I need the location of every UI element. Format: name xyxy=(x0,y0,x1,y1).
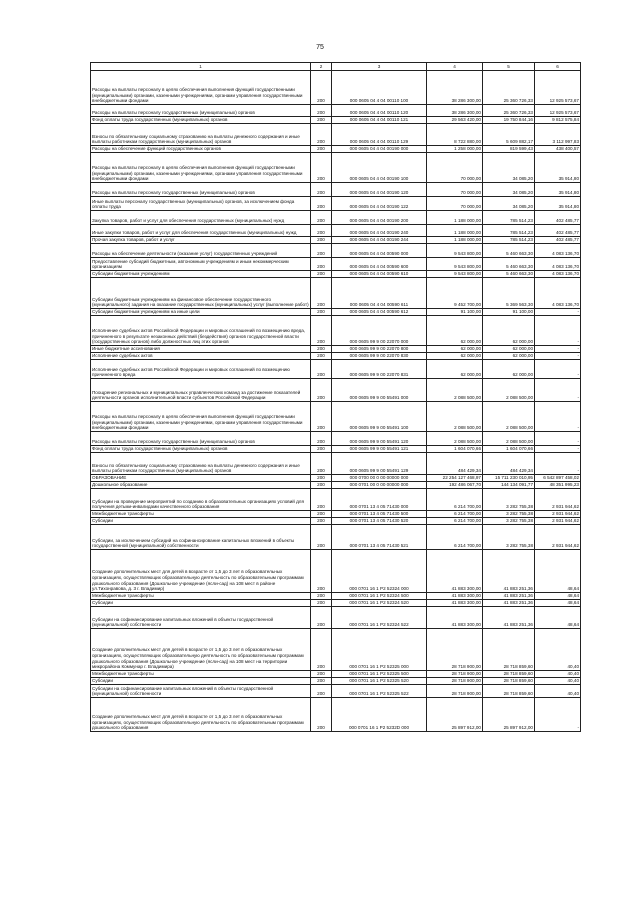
row-approved-cell: 28 718 900,00 xyxy=(427,685,483,698)
table-row xyxy=(91,71,581,105)
table-row xyxy=(91,698,581,732)
row-executed-cell: 41 883 251,36 xyxy=(483,593,535,600)
row-remaining-cell: 40,40 xyxy=(535,685,581,698)
row-approved-cell: 22 254 127 468,97 xyxy=(427,475,483,482)
table-row xyxy=(91,309,581,316)
row-executed-cell: 3 282 755,38 xyxy=(483,489,535,511)
row-approved-cell: 192 486 067,70 xyxy=(427,482,483,489)
row-executed-cell: 819 599,43 xyxy=(483,146,535,153)
row-name-cell: Иные закупки товаров, работ и услуг для обеспечения государственных (муниципальных) нужд xyxy=(91,225,311,237)
row-code-cell: 000 0605 04 4 04 00590 000 xyxy=(332,244,427,258)
row-name-cell: Субсидии на софинансирование капитальных вложений в объекты государственной (муниципальной) собственности xyxy=(91,685,311,698)
row-code-cell: 000 0605 99 9 00 22070 000 xyxy=(332,316,427,346)
table-row xyxy=(91,518,581,525)
row-remaining-cell: 12 925 573,67 xyxy=(535,71,581,105)
row-approved-cell: 38 286 300,00 xyxy=(427,71,483,105)
row-name-cell: Расходы на выплаты персоналу в целях обеспечения выполнения функций государственными (муниципальными) органами, казенными учреждениями, органами управления государственными внебюджетными фондами xyxy=(91,71,311,105)
table-row xyxy=(91,678,581,685)
row-remaining-cell: 4 083 136,70 xyxy=(535,258,581,271)
table-row xyxy=(91,225,581,237)
row-approved-cell: 1 258 000,00 xyxy=(427,146,483,153)
row-name-cell: Расходы на обеспечение деятельности (оказание услуг) государственных учреждений xyxy=(91,244,311,258)
row-code-cell: 000 0605 99 9 00 55491 129 xyxy=(332,453,427,475)
row-grbs-cell: 200 xyxy=(311,593,332,600)
row-code-cell: 000 0605 04 4 04 00190 244 xyxy=(332,237,427,244)
table-row xyxy=(91,525,581,550)
row-code-cell: 000 0701 16 1 P2 52325 522 xyxy=(332,685,427,698)
table-row xyxy=(91,278,581,309)
row-approved-cell: 484 429,34 xyxy=(427,453,483,475)
row-approved-cell: 62 000,00 xyxy=(427,353,483,360)
row-grbs-cell: 200 xyxy=(311,550,332,593)
row-grbs-cell: 200 xyxy=(311,685,332,698)
row-remaining-cell: 40,40 xyxy=(535,678,581,685)
row-executed-cell: 28 718 859,60 xyxy=(483,671,535,678)
row-remaining-cell: 35 914,80 xyxy=(535,153,581,183)
row-remaining-cell: 2 931 944,62 xyxy=(535,489,581,511)
row-executed-cell: 28 718 859,60 xyxy=(483,629,535,671)
row-code-cell: 000 0701 16 1 P2 52325 520 xyxy=(332,678,427,685)
row-grbs-cell: 200 xyxy=(311,316,332,346)
row-grbs-cell: 200 xyxy=(311,360,332,379)
row-executed-cell: 5 460 663,30 xyxy=(483,258,535,271)
row-grbs-cell: 200 xyxy=(311,432,332,446)
row-name-cell: Субсидии xyxy=(91,678,311,685)
row-executed-cell: 2 088 500,00 xyxy=(483,432,535,446)
row-executed-cell: 1 604 070,66 xyxy=(483,446,535,453)
table-row xyxy=(91,353,581,360)
row-code-cell: 000 0605 04 4 04 00190 120 xyxy=(332,183,427,197)
table-row xyxy=(91,671,581,678)
column-header-3: 3 xyxy=(332,63,427,71)
row-executed-cell: 484 429,34 xyxy=(483,453,535,475)
row-executed-cell: 25 360 726,33 xyxy=(483,105,535,117)
row-remaining-cell: 402 485,77 xyxy=(535,225,581,237)
row-code-cell: 000 0605 04 4 04 00110 129 xyxy=(332,124,427,146)
row-executed-cell: 5 369 563,30 xyxy=(483,278,535,309)
row-name-cell: Создание дополнительных мест для детей в возрасте от 1,5 до 3 лет в образовательных организациях, осуществляющих образовательную деятельность по образовательным программам дошкольного образования (Дошкольное учреждение (ясли-сад) на 108 мест в районе ул.Тихонравова, д. 3 г. Владимир) xyxy=(91,550,311,593)
row-remaining-cell: 40,40 xyxy=(535,629,581,671)
row-grbs-cell: 200 xyxy=(311,225,332,237)
row-remaining-cell: 4 083 136,70 xyxy=(535,244,581,258)
row-remaining-cell: - xyxy=(535,446,581,453)
row-remaining-cell: - xyxy=(535,432,581,446)
row-executed-cell: 41 883 251,36 xyxy=(483,600,535,607)
row-name-cell: Исполнение судебных актов xyxy=(91,353,311,360)
row-name-cell: Межбюджетные трансферты xyxy=(91,593,311,600)
header-row xyxy=(91,63,581,71)
row-code-cell: 000 0701 16 1 P2 52325 000 xyxy=(332,629,427,671)
table-row xyxy=(91,316,581,346)
row-remaining-cell: - xyxy=(535,360,581,379)
row-name-cell: Субсидии на проведение мероприятий по созданию в образовательных организациях условий для получения детьми-инвалидами качественного образования xyxy=(91,489,311,511)
row-code-cell: 000 0605 99 9 00 55491 121 xyxy=(332,446,427,453)
row-approved-cell: 2 088 500,00 xyxy=(427,379,483,402)
row-code-cell: 000 0605 99 9 00 55491 100 xyxy=(332,402,427,432)
row-code-cell: 000 0701 16 1 P2 52324 500 xyxy=(332,593,427,600)
row-code-cell: 000 0605 04 4 04 00590 611 xyxy=(332,278,427,309)
row-name-cell: Субсидии бюджетным учреждениям xyxy=(91,271,311,278)
row-code-cell: 000 0605 04 4 04 00590 612 xyxy=(332,309,427,316)
row-name-cell: Межбюджетные трансферты xyxy=(91,511,311,518)
row-name-cell: Расходы на обеспечение функций государственных органов xyxy=(91,146,311,153)
row-code-cell: 000 0701 13 4 05 71430 000 xyxy=(332,489,427,511)
row-code-cell: 000 0605 04 4 04 00190 240 xyxy=(332,225,427,237)
row-remaining-cell: 2 931 944,62 xyxy=(535,511,581,518)
column-header-6: 6 xyxy=(535,63,581,71)
row-grbs-cell: 200 xyxy=(311,518,332,525)
row-executed-cell: 25 360 726,33 xyxy=(483,71,535,105)
row-approved-cell: 91 100,00 xyxy=(427,309,483,316)
row-approved-cell: 41 883 300,00 xyxy=(427,600,483,607)
row-remaining-cell: 48 351 995,23 xyxy=(535,482,581,489)
row-code-cell: 000 0605 99 9 00 22070 830 xyxy=(332,353,427,360)
row-grbs-cell: 200 xyxy=(311,511,332,518)
row-grbs-cell: 200 xyxy=(311,353,332,360)
row-name-cell: Поощрение региональных и муниципальных управленческих команд за достижение показателей деятельности органов исполнительной власти субъектов Российской Федерации xyxy=(91,379,311,402)
row-name-cell: Иные бюджетные ассигнования xyxy=(91,346,311,353)
row-approved-cell: 6 214 700,00 xyxy=(427,511,483,518)
row-code-cell: 000 0701 16 1 P2 52324 522 xyxy=(332,607,427,629)
row-name-cell: ОБРАЗОВАНИЕ xyxy=(91,475,311,482)
table-row xyxy=(91,550,581,593)
row-approved-cell: 29 563 420,00 xyxy=(427,117,483,124)
row-name-cell: Дошкольное образование xyxy=(91,482,311,489)
row-approved-cell: 70 000,00 xyxy=(427,153,483,183)
row-approved-cell: 41 883 300,00 xyxy=(427,607,483,629)
row-executed-cell: 62 000,00 xyxy=(483,353,535,360)
row-grbs-cell: 200 xyxy=(311,446,332,453)
row-name-cell: Фонд оплаты труда государственных (муниципальных) органов xyxy=(91,117,311,124)
row-code-cell: 000 0700 00 0 00 00000 000 xyxy=(332,475,427,482)
row-name-cell: Создание дополнительных мест для детей в возрасте от 1,5 до 3 лет в образовательных организациях, осуществляющих образовательную деятельность по образовательным программам дошкольного образования xyxy=(91,698,311,732)
row-name-cell: Прочая закупка товаров, работ и услуг xyxy=(91,237,311,244)
row-name-cell: Иные выплаты персоналу государственных (муниципальных) органов, за исключением фонда оплаты труда xyxy=(91,197,311,211)
row-executed-cell: 62 000,00 xyxy=(483,346,535,353)
row-code-cell: 000 0605 04 4 04 00190 122 xyxy=(332,197,427,211)
table-row xyxy=(91,475,581,482)
table-row xyxy=(91,446,581,453)
table-row xyxy=(91,593,581,600)
row-executed-cell: 19 750 844,16 xyxy=(483,117,535,124)
table-row xyxy=(91,402,581,432)
row-executed-cell: 785 514,23 xyxy=(483,225,535,237)
row-name-cell: Субсидии на софинансирование капитальных вложений в объекты государственной (муниципальной) собственности xyxy=(91,607,311,629)
row-grbs-cell: 200 xyxy=(311,607,332,629)
row-name-cell: Исполнение судебных актов Российской Федерации и мировых соглашений по возмещению вреда, причиненного в результате незаконных действий (бездействия) органов государственной власти (государственных органов) либо должностных лиц этих органов xyxy=(91,316,311,346)
row-remaining-cell: - xyxy=(535,379,581,402)
page-number: 75 xyxy=(316,44,324,51)
row-remaining-cell: 2 931 944,62 xyxy=(535,525,581,550)
row-grbs-cell: 200 xyxy=(311,489,332,511)
row-code-cell: 000 0605 04 4 04 00190 100 xyxy=(332,153,427,183)
table-row xyxy=(91,600,581,607)
row-approved-cell: 9 452 700,00 xyxy=(427,278,483,309)
row-executed-cell: 91 100,00 xyxy=(483,309,535,316)
row-grbs-cell: 200 xyxy=(311,698,332,732)
row-executed-cell: 785 514,23 xyxy=(483,211,535,225)
row-approved-cell: 28 718 900,00 xyxy=(427,629,483,671)
table-row xyxy=(91,117,581,124)
row-executed-cell: 34 085,20 xyxy=(483,183,535,197)
row-remaining-cell: - xyxy=(535,402,581,432)
table-row xyxy=(91,146,581,153)
table-row xyxy=(91,346,581,353)
row-executed-cell: 785 514,23 xyxy=(483,237,535,244)
table-row xyxy=(91,379,581,402)
row-code-cell: 000 0701 00 0 00 00000 000 xyxy=(332,482,427,489)
row-grbs-cell: 200 xyxy=(311,183,332,197)
row-executed-cell: 41 883 251,36 xyxy=(483,550,535,593)
row-approved-cell: 62 000,00 xyxy=(427,316,483,346)
row-approved-cell: 38 286 300,00 xyxy=(427,105,483,117)
row-code-cell: 000 0701 13 4 05 71430 521 xyxy=(332,525,427,550)
row-executed-cell: 3 282 755,38 xyxy=(483,525,535,550)
row-approved-cell: 41 883 300,00 xyxy=(427,550,483,593)
table-row xyxy=(91,105,581,117)
row-approved-cell: 28 718 900,00 xyxy=(427,678,483,685)
row-name-cell: Исполнение судебных актов Российской Федерации и мировых соглашений по возмещению причиненного вреда xyxy=(91,360,311,379)
row-grbs-cell: 200 xyxy=(311,678,332,685)
row-executed-cell: 144 134 091,77 xyxy=(483,482,535,489)
row-name-cell: Расходы на выплаты персоналу в целях обеспечения выполнения функций государственными (муниципальными) органами, казенными учреждениями, органами управления государственными внебюджетными фондами xyxy=(91,402,311,432)
row-executed-cell: 5 460 663,30 xyxy=(483,271,535,278)
row-name-cell: Предоставление субсидий бюджетным, автономным учреждениям и иным некоммерческим организациям xyxy=(91,258,311,271)
row-executed-cell: 5 460 663,30 xyxy=(483,244,535,258)
row-grbs-cell: 200 xyxy=(311,671,332,678)
table-row xyxy=(91,124,581,146)
row-name-cell: Субсидии xyxy=(91,518,311,525)
row-name-cell: Субсидии бюджетным учреждениям на финансовое обеспечение государственного (муниципального) задания на оказание государственных (муниципальных) услуг (выполнение работ) xyxy=(91,278,311,309)
row-name-cell: Взносы по обязательному социальному страхованию на выплаты денежного содержания и иные выплаты работникам государственных (муниципальных) органов xyxy=(91,453,311,475)
row-approved-cell: 8 722 880,00 xyxy=(427,124,483,146)
row-approved-cell: 28 718 900,00 xyxy=(427,671,483,678)
row-remaining-cell: 4 083 136,70 xyxy=(535,271,581,278)
table-row xyxy=(91,244,581,258)
row-code-cell: 000 0605 04 4 04 00190 200 xyxy=(332,211,427,225)
row-remaining-cell: - xyxy=(535,698,581,732)
row-remaining-cell: 48,64 xyxy=(535,600,581,607)
row-executed-cell: 15 711 230 010,95 xyxy=(483,475,535,482)
row-remaining-cell: 9 812 575,84 xyxy=(535,117,581,124)
row-name-cell: Межбюджетные трансферты xyxy=(91,671,311,678)
row-code-cell: 000 0605 04 4 04 00590 610 xyxy=(332,271,427,278)
row-code-cell: 000 0701 16 1 P2 5232D 000 xyxy=(332,698,427,732)
row-remaining-cell: 12 925 573,67 xyxy=(535,105,581,117)
row-approved-cell: 62 000,00 xyxy=(427,360,483,379)
column-header-5: 5 xyxy=(483,63,535,71)
row-approved-cell: 1 604 070,66 xyxy=(427,446,483,453)
row-executed-cell: 3 282 755,38 xyxy=(483,518,535,525)
row-grbs-cell: 200 xyxy=(311,278,332,309)
row-grbs-cell: 200 xyxy=(311,258,332,271)
table-row xyxy=(91,607,581,629)
row-executed-cell: 62 000,00 xyxy=(483,316,535,346)
row-approved-cell: 2 088 500,00 xyxy=(427,402,483,432)
row-executed-cell: 62 000,00 xyxy=(483,360,535,379)
table-body xyxy=(91,71,581,732)
row-approved-cell: 62 000,00 xyxy=(427,346,483,353)
row-code-cell: 000 0701 16 1 P2 52324 520 xyxy=(332,600,427,607)
row-name-cell: Субсидии, за исключением субсидий на софинансирование капитальных вложений в объекты государственной (муниципальной) собственности xyxy=(91,525,311,550)
row-grbs-cell: 200 xyxy=(311,453,332,475)
row-grbs-cell: 200 xyxy=(311,244,332,258)
row-remaining-cell: 48,64 xyxy=(535,607,581,629)
row-name-cell: Расходы на выплаты персоналу государственных (муниципальных) органов xyxy=(91,105,311,117)
row-executed-cell: 2 088 500,00 xyxy=(483,379,535,402)
row-remaining-cell: 4 083 136,70 xyxy=(535,278,581,309)
row-grbs-cell: 200 xyxy=(311,237,332,244)
row-grbs-cell: 200 xyxy=(311,271,332,278)
row-name-cell: Расходы на выплаты персоналу государственных (муниципальных) органов xyxy=(91,183,311,197)
row-grbs-cell: 200 xyxy=(311,379,332,402)
row-grbs-cell: 200 xyxy=(311,117,332,124)
row-executed-cell: 5 609 882,17 xyxy=(483,124,535,146)
row-approved-cell: 9 543 800,00 xyxy=(427,258,483,271)
table-row xyxy=(91,197,581,211)
row-remaining-cell: - xyxy=(535,353,581,360)
table-row xyxy=(91,432,581,446)
row-remaining-cell: 48,64 xyxy=(535,593,581,600)
row-code-cell: 000 0605 04 4 04 00110 120 xyxy=(332,105,427,117)
row-remaining-cell: - xyxy=(535,453,581,475)
table-row xyxy=(91,685,581,698)
row-remaining-cell: - xyxy=(535,309,581,316)
row-remaining-cell: 40,40 xyxy=(535,671,581,678)
table-row xyxy=(91,629,581,671)
row-approved-cell: 70 000,00 xyxy=(427,197,483,211)
row-executed-cell: 34 085,20 xyxy=(483,197,535,211)
row-remaining-cell: 402 485,77 xyxy=(535,211,581,225)
row-name-cell: Взносы по обязательному социальному страхованию на выплаты денежного содержания и иные выплаты работникам государственных (муниципальных) органов xyxy=(91,124,311,146)
table-row xyxy=(91,482,581,489)
row-code-cell: 000 0701 13 4 05 71430 500 xyxy=(332,511,427,518)
table-row xyxy=(91,258,581,271)
row-name-cell: Субсидии бюджетным учреждениям на иные цели xyxy=(91,309,311,316)
column-header-4: 4 xyxy=(427,63,483,71)
row-executed-cell: 34 085,20 xyxy=(483,153,535,183)
row-approved-cell: 1 188 000,00 xyxy=(427,237,483,244)
row-code-cell: 000 0701 13 4 05 71430 520 xyxy=(332,518,427,525)
table-row xyxy=(91,153,581,183)
row-remaining-cell: 35 914,80 xyxy=(535,197,581,211)
row-grbs-cell: 200 xyxy=(311,153,332,183)
row-grbs-cell: 200 xyxy=(311,124,332,146)
row-grbs-cell: 200 xyxy=(311,309,332,316)
row-name-cell: Закупка товаров, работ и услуг для обеспечения государственных (муниципальных) нужд xyxy=(91,211,311,225)
row-code-cell: 000 0605 99 9 00 22070 831 xyxy=(332,360,427,379)
row-grbs-cell: 200 xyxy=(311,482,332,489)
row-executed-cell: 2 088 500,00 xyxy=(483,402,535,432)
row-grbs-cell: 200 xyxy=(311,475,332,482)
row-code-cell: 000 0701 16 1 P2 52324 000 xyxy=(332,550,427,593)
row-remaining-cell: 6 542 897 458,02 xyxy=(535,475,581,482)
table-row xyxy=(91,237,581,244)
row-code-cell: 000 0701 16 1 P2 52325 500 xyxy=(332,671,427,678)
row-executed-cell: 3 282 755,38 xyxy=(483,511,535,518)
row-grbs-cell: 200 xyxy=(311,600,332,607)
row-remaining-cell: 2 931 944,62 xyxy=(535,518,581,525)
table-row xyxy=(91,453,581,475)
row-approved-cell: 70 000,00 xyxy=(427,183,483,197)
column-header-2: 2 xyxy=(311,63,332,71)
row-grbs-cell: 200 xyxy=(311,402,332,432)
row-name-cell: Создание дополнительных мест для детей в возрасте от 1,5 до 3 лет в образовательных организациях, осуществляющих образовательную деятельность по образовательным программам дошкольного образования (Дошкольное учреждение (ясли-сад) на 108 мест на территории микрорайона Коммунар г. Владимира) xyxy=(91,629,311,671)
row-code-cell: 000 0605 04 4 04 00110 121 xyxy=(332,117,427,124)
table-row xyxy=(91,183,581,197)
row-executed-cell: 28 718 859,60 xyxy=(483,678,535,685)
table-row xyxy=(91,489,581,511)
row-remaining-cell: - xyxy=(535,346,581,353)
row-grbs-cell: 200 xyxy=(311,211,332,225)
row-grbs-cell: 200 xyxy=(311,629,332,671)
row-approved-cell: 6 214 700,00 xyxy=(427,489,483,511)
row-executed-cell: 25 897 912,00 xyxy=(483,698,535,732)
row-remaining-cell: 48,64 xyxy=(535,550,581,593)
row-name-cell: Субсидии xyxy=(91,600,311,607)
row-remaining-cell: 35 914,80 xyxy=(535,183,581,197)
row-approved-cell: 6 214 700,00 xyxy=(427,518,483,525)
row-approved-cell: 9 543 800,00 xyxy=(427,271,483,278)
table-row xyxy=(91,511,581,518)
row-grbs-cell: 200 xyxy=(311,525,332,550)
budget-table xyxy=(90,62,581,732)
row-remaining-cell: 3 112 997,83 xyxy=(535,124,581,146)
row-executed-cell: 41 883 251,36 xyxy=(483,607,535,629)
row-name-cell: Расходы на выплаты персоналу в целях обеспечения выполнения функций государственными (муниципальными) органами, казенными учреждениями, органами управления государственными внебюджетными фондами xyxy=(91,153,311,183)
row-executed-cell: 28 718 859,60 xyxy=(483,685,535,698)
row-grbs-cell: 200 xyxy=(311,197,332,211)
row-name-cell: Расходы на выплаты персоналу государственных (муниципальных) органов xyxy=(91,432,311,446)
row-grbs-cell: 200 xyxy=(311,346,332,353)
row-code-cell: 000 0605 99 9 00 22070 800 xyxy=(332,346,427,353)
row-approved-cell: 25 897 912,00 xyxy=(427,698,483,732)
row-approved-cell: 1 188 000,00 xyxy=(427,225,483,237)
row-grbs-cell: 200 xyxy=(311,71,332,105)
table-row xyxy=(91,211,581,225)
row-code-cell: 000 0605 04 4 04 00110 100 xyxy=(332,71,427,105)
row-name-cell: Фонд оплаты труда государственных (муниципальных) органов xyxy=(91,446,311,453)
row-grbs-cell: 200 xyxy=(311,146,332,153)
table-row xyxy=(91,360,581,379)
table-row xyxy=(91,271,581,278)
row-code-cell: 000 0605 04 4 04 00190 000 xyxy=(332,146,427,153)
row-approved-cell: 6 214 700,00 xyxy=(427,525,483,550)
row-grbs-cell: 200 xyxy=(311,105,332,117)
row-approved-cell: 9 543 800,00 xyxy=(427,244,483,258)
row-approved-cell: 1 188 000,00 xyxy=(427,211,483,225)
row-code-cell: 000 0605 04 4 04 00590 600 xyxy=(332,258,427,271)
row-approved-cell: 41 883 300,00 xyxy=(427,593,483,600)
row-remaining-cell: 402 485,77 xyxy=(535,237,581,244)
row-code-cell: 000 0605 99 9 00 55491 000 xyxy=(332,379,427,402)
row-approved-cell: 2 088 500,00 xyxy=(427,432,483,446)
column-header-1: 1 xyxy=(91,63,311,71)
row-remaining-cell: - xyxy=(535,316,581,346)
row-code-cell: 000 0605 99 9 00 55491 120 xyxy=(332,432,427,446)
row-remaining-cell: 438 400,57 xyxy=(535,146,581,153)
